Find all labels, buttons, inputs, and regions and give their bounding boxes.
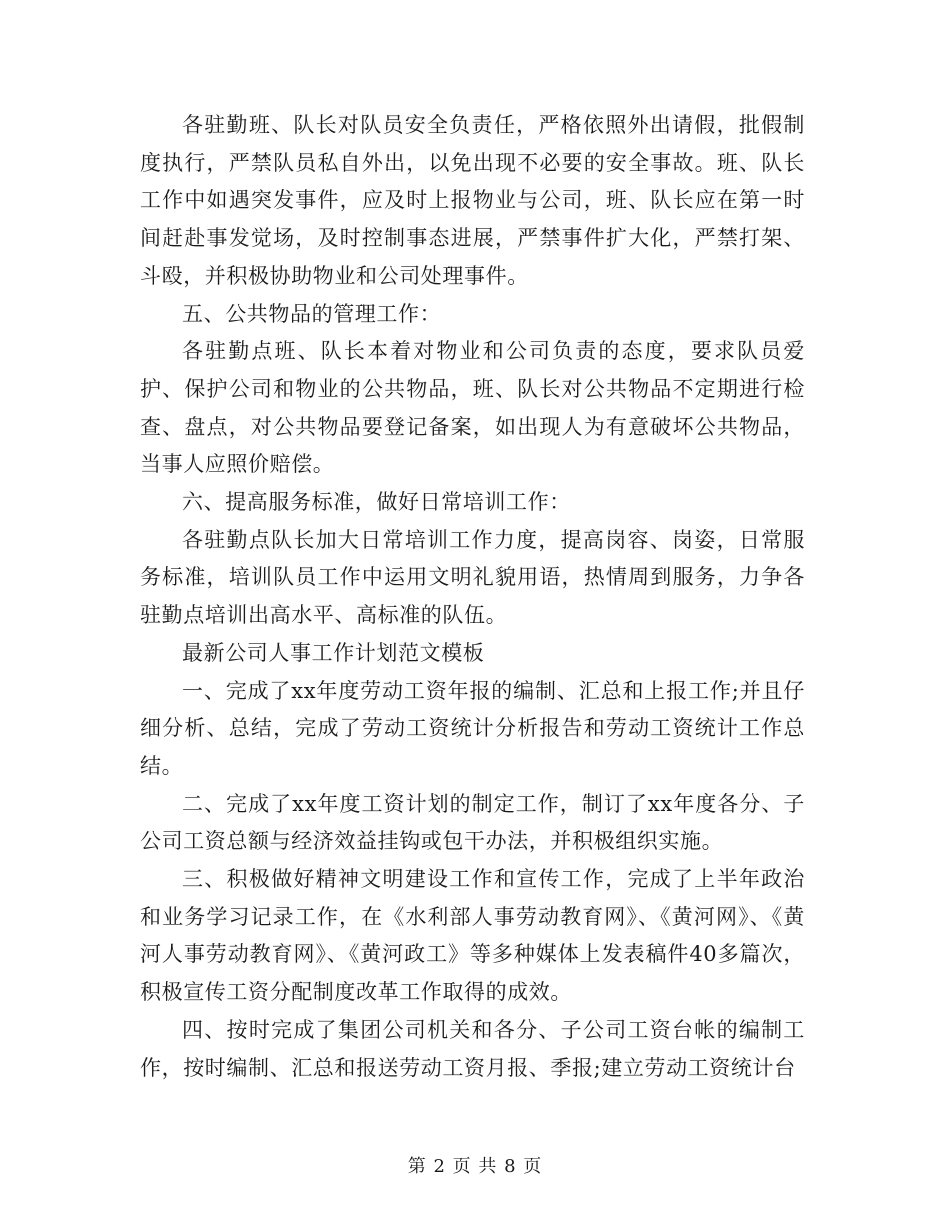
paragraph-item-2: 二、完成了xx年度工资计划的制定工作，制订了xx年度各分、子公司工资总额与经济效益挂钩或包干办法，并积极组织实施。 <box>140 791 805 854</box>
paragraph-item-4: 四、按时完成了集团公司机关和各分、子公司工资台帐的编制工作，按时编制、汇总和报送劳动工资月报、季报;建立劳动工资统计台 <box>140 1017 805 1080</box>
page-number-footer: 第 2 页 共 8 页 <box>407 1156 543 1177</box>
section-title-hr-plan: 最新公司人事工作计划范文模板 <box>182 640 485 665</box>
paragraph-public-goods: 各驻勤点班、队长本着对物业和公司负责的态度，要求队员爱护、保护公司和物业的公共物品，班、队长对公共物品不定期进行检查、盘点，对公共物品要登记备案，如出现人为有意破坏公共物品，当事人应照价赔偿。 <box>140 339 805 477</box>
heading-public-goods-management: 五、公共物品的管理工作： <box>182 301 442 326</box>
paragraph-item-3: 三、积极做好精神文明建设工作和宣传工作，完成了上半年政治和业务学习记录工作，在《水利部人事劳动教育网》、《黄河网》、《黄河人事劳动教育网》、《黄河政工》等多种媒体上发表稿件40多篇次，积极宣传工资分配制度改革工作取得的成效。 <box>140 867 805 1005</box>
paragraph-safety-responsibility: 各驻勤班、队长对队员安全负责任，严格依照外出请假，批假制度执行，严禁队员私自外出，以免出现不必要的安全事故。班、队长工作中如遇突发事件，应及时上报物业与公司，班、队长应在第一时间赶赴事发觉场，及时控制事态进展，严禁事件扩大化，严禁打架、斗殴，并积极协助物业和公司处理事件。 <box>140 113 805 288</box>
page-body <box>140 107 805 1087</box>
paragraph-training: 各驻勤点队长加大日常培训工作力度，提高岗容、岗姿，日常服务标准，培训队员工作中运用文明礼貌用语，热情周到服务，力争各驻勤点培训出高水平、高标准的队伍。 <box>140 527 805 628</box>
heading-service-standards: 六、提高服务标准，做好日常培训工作： <box>182 490 571 515</box>
paragraph-item-1: 一、完成了xx年度劳动工资年报的编制、汇总和上报工作;并且仔细分析、总结，完成了劳动工资统计分析报告和劳动工资统计工作总结。 <box>140 678 805 778</box>
